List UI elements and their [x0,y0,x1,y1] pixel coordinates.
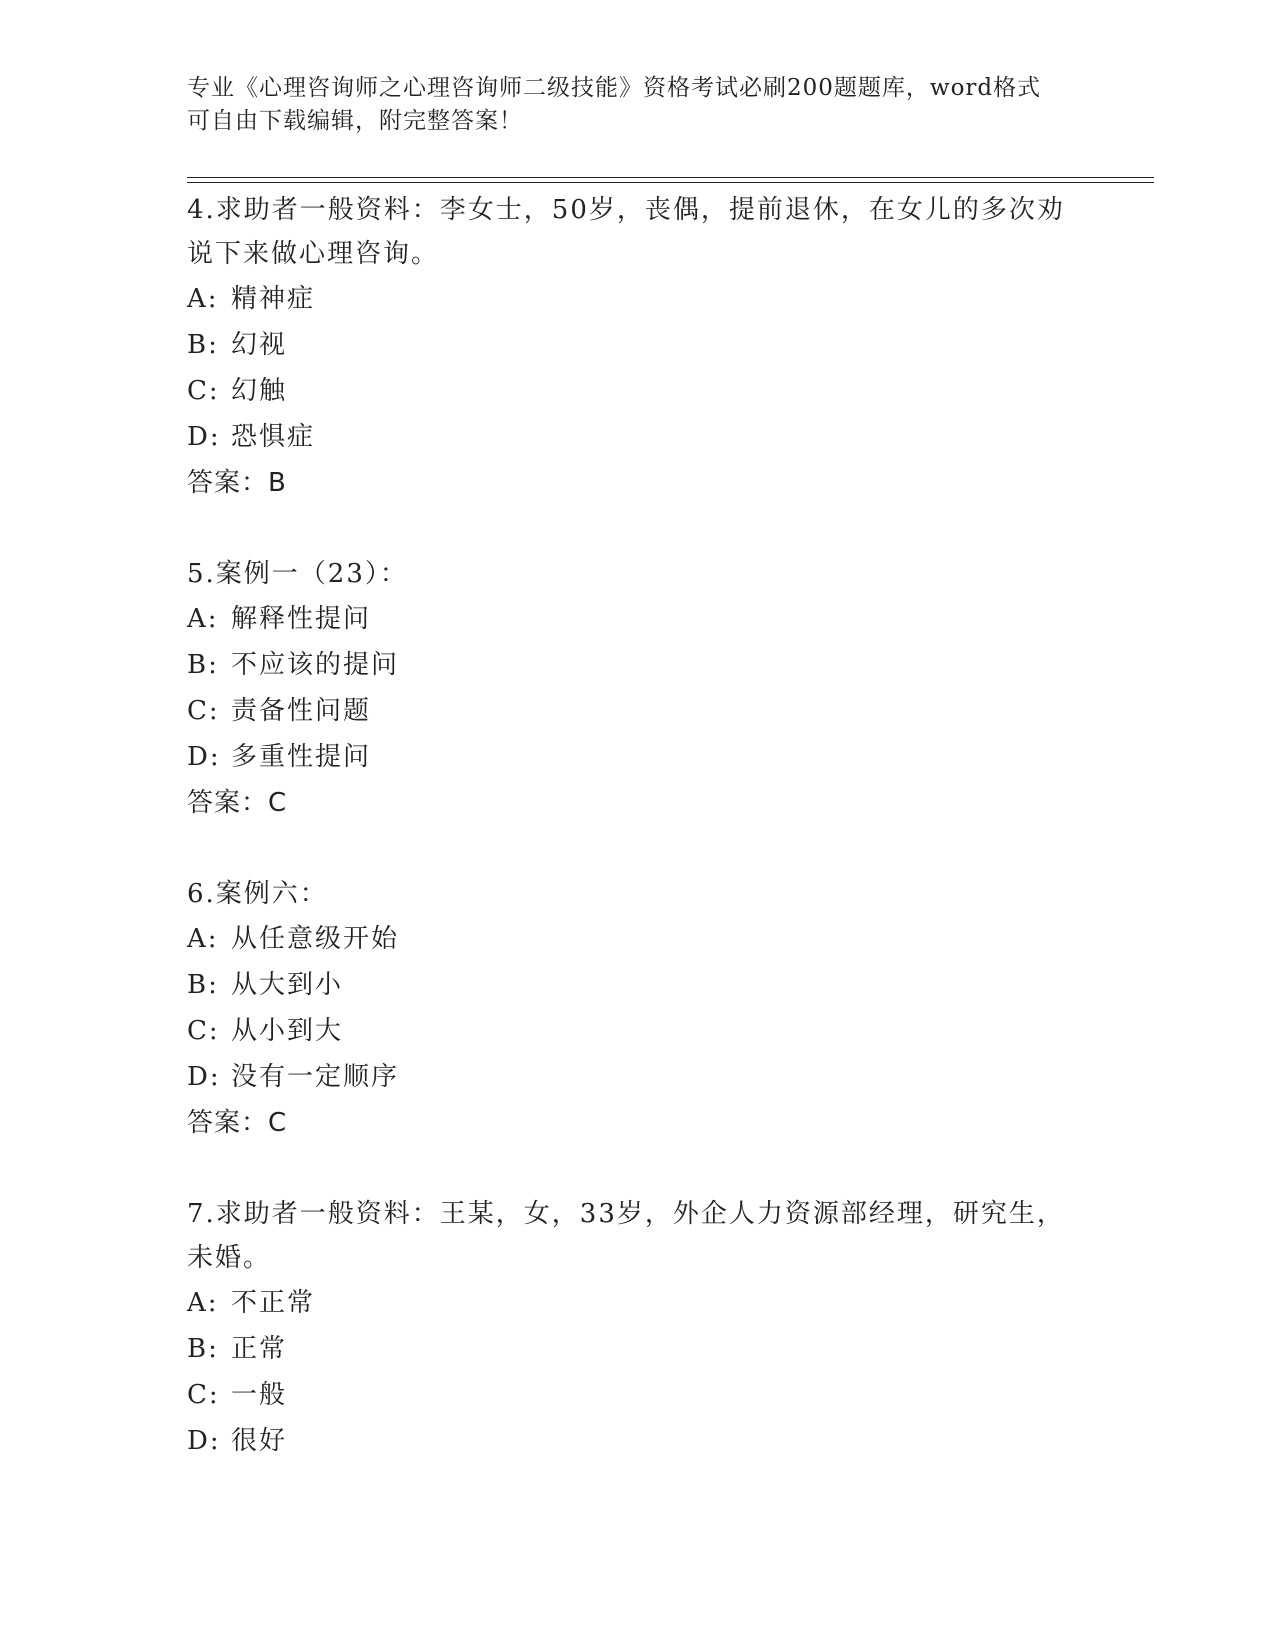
document-header [187,72,1067,138]
answer-line: 答案：C [187,1108,288,1138]
option-letter: C: [187,376,220,406]
option-text: 精神症 [231,284,316,314]
option-text: 从大到小 [231,970,344,1000]
option-letter: B: [187,970,219,1000]
question-text: 5.案例一（23）： [187,559,408,589]
option-a [187,1280,1067,1326]
option-letter: D: [187,1062,221,1092]
option-d [187,734,1067,780]
option-letter: C: [187,1380,220,1410]
option-letter: C: [187,696,220,726]
option-text: 从小到大 [231,1016,344,1046]
header-divider-bottom [187,182,1154,183]
option-text: 多重性提问 [231,742,372,772]
option-d [187,414,1067,460]
option-text: 从任意级开始 [231,924,400,954]
option-a [187,916,1067,962]
option-b [187,642,1067,688]
option-letter: B: [187,650,219,680]
option-a [187,276,1067,322]
header-line-1: 专业《心理咨询师之心理咨询师二级技能》资格考试必刷200题题库，word格式 [187,75,1042,101]
option-c [187,368,1067,414]
option-letter: A: [187,924,219,954]
option-d [187,1418,1067,1464]
option-letter: D: [187,422,221,452]
question-5 [187,552,1067,826]
question-6 [187,872,1067,1146]
option-letter: A: [187,284,219,314]
option-letter: B: [187,1334,219,1364]
option-letter: A: [187,1288,219,1318]
option-c [187,688,1067,734]
question-4 [187,188,1067,506]
option-text: 恐惧症 [231,422,316,452]
option-text: 没有一定顺序 [231,1062,400,1092]
answer-line: 答案：B [187,468,287,498]
question-list [187,188,1067,1510]
option-text: 很好 [231,1426,288,1456]
question-text: 7.求助者一般资料：王某，女，33岁，外企人力资源部经理，研究生，未婚。 [187,1199,1065,1273]
option-c [187,1008,1067,1054]
option-text: 解释性提问 [231,604,372,634]
header-divider-top [187,177,1154,178]
option-text: 一般 [231,1380,288,1410]
option-text: 幻视 [231,330,288,360]
option-b [187,962,1067,1008]
option-letter: A: [187,604,219,634]
question-7 [187,1192,1067,1464]
option-letter: B: [187,330,219,360]
option-a [187,596,1067,642]
answer-line: 答案：C [187,788,288,818]
question-text: 4.求助者一般资料：李女士，50岁，丧偶，提前退休，在女儿的多次劝说下来做心理咨询。 [187,195,1065,269]
option-letter: C: [187,1016,220,1046]
option-b [187,1326,1067,1372]
question-text: 6.案例六： [187,879,328,909]
option-text: 不正常 [231,1288,316,1318]
option-b [187,322,1067,368]
option-text: 幻触 [231,376,288,406]
option-c [187,1372,1067,1418]
option-text: 不应该的提问 [231,650,400,680]
option-letter: D: [187,742,221,772]
option-d [187,1054,1067,1100]
option-letter: D: [187,1426,221,1456]
header-line-2: 可自由下载编辑，附完整答案！ [187,108,523,134]
option-text: 责备性问题 [231,696,372,726]
option-text: 正常 [231,1334,288,1364]
